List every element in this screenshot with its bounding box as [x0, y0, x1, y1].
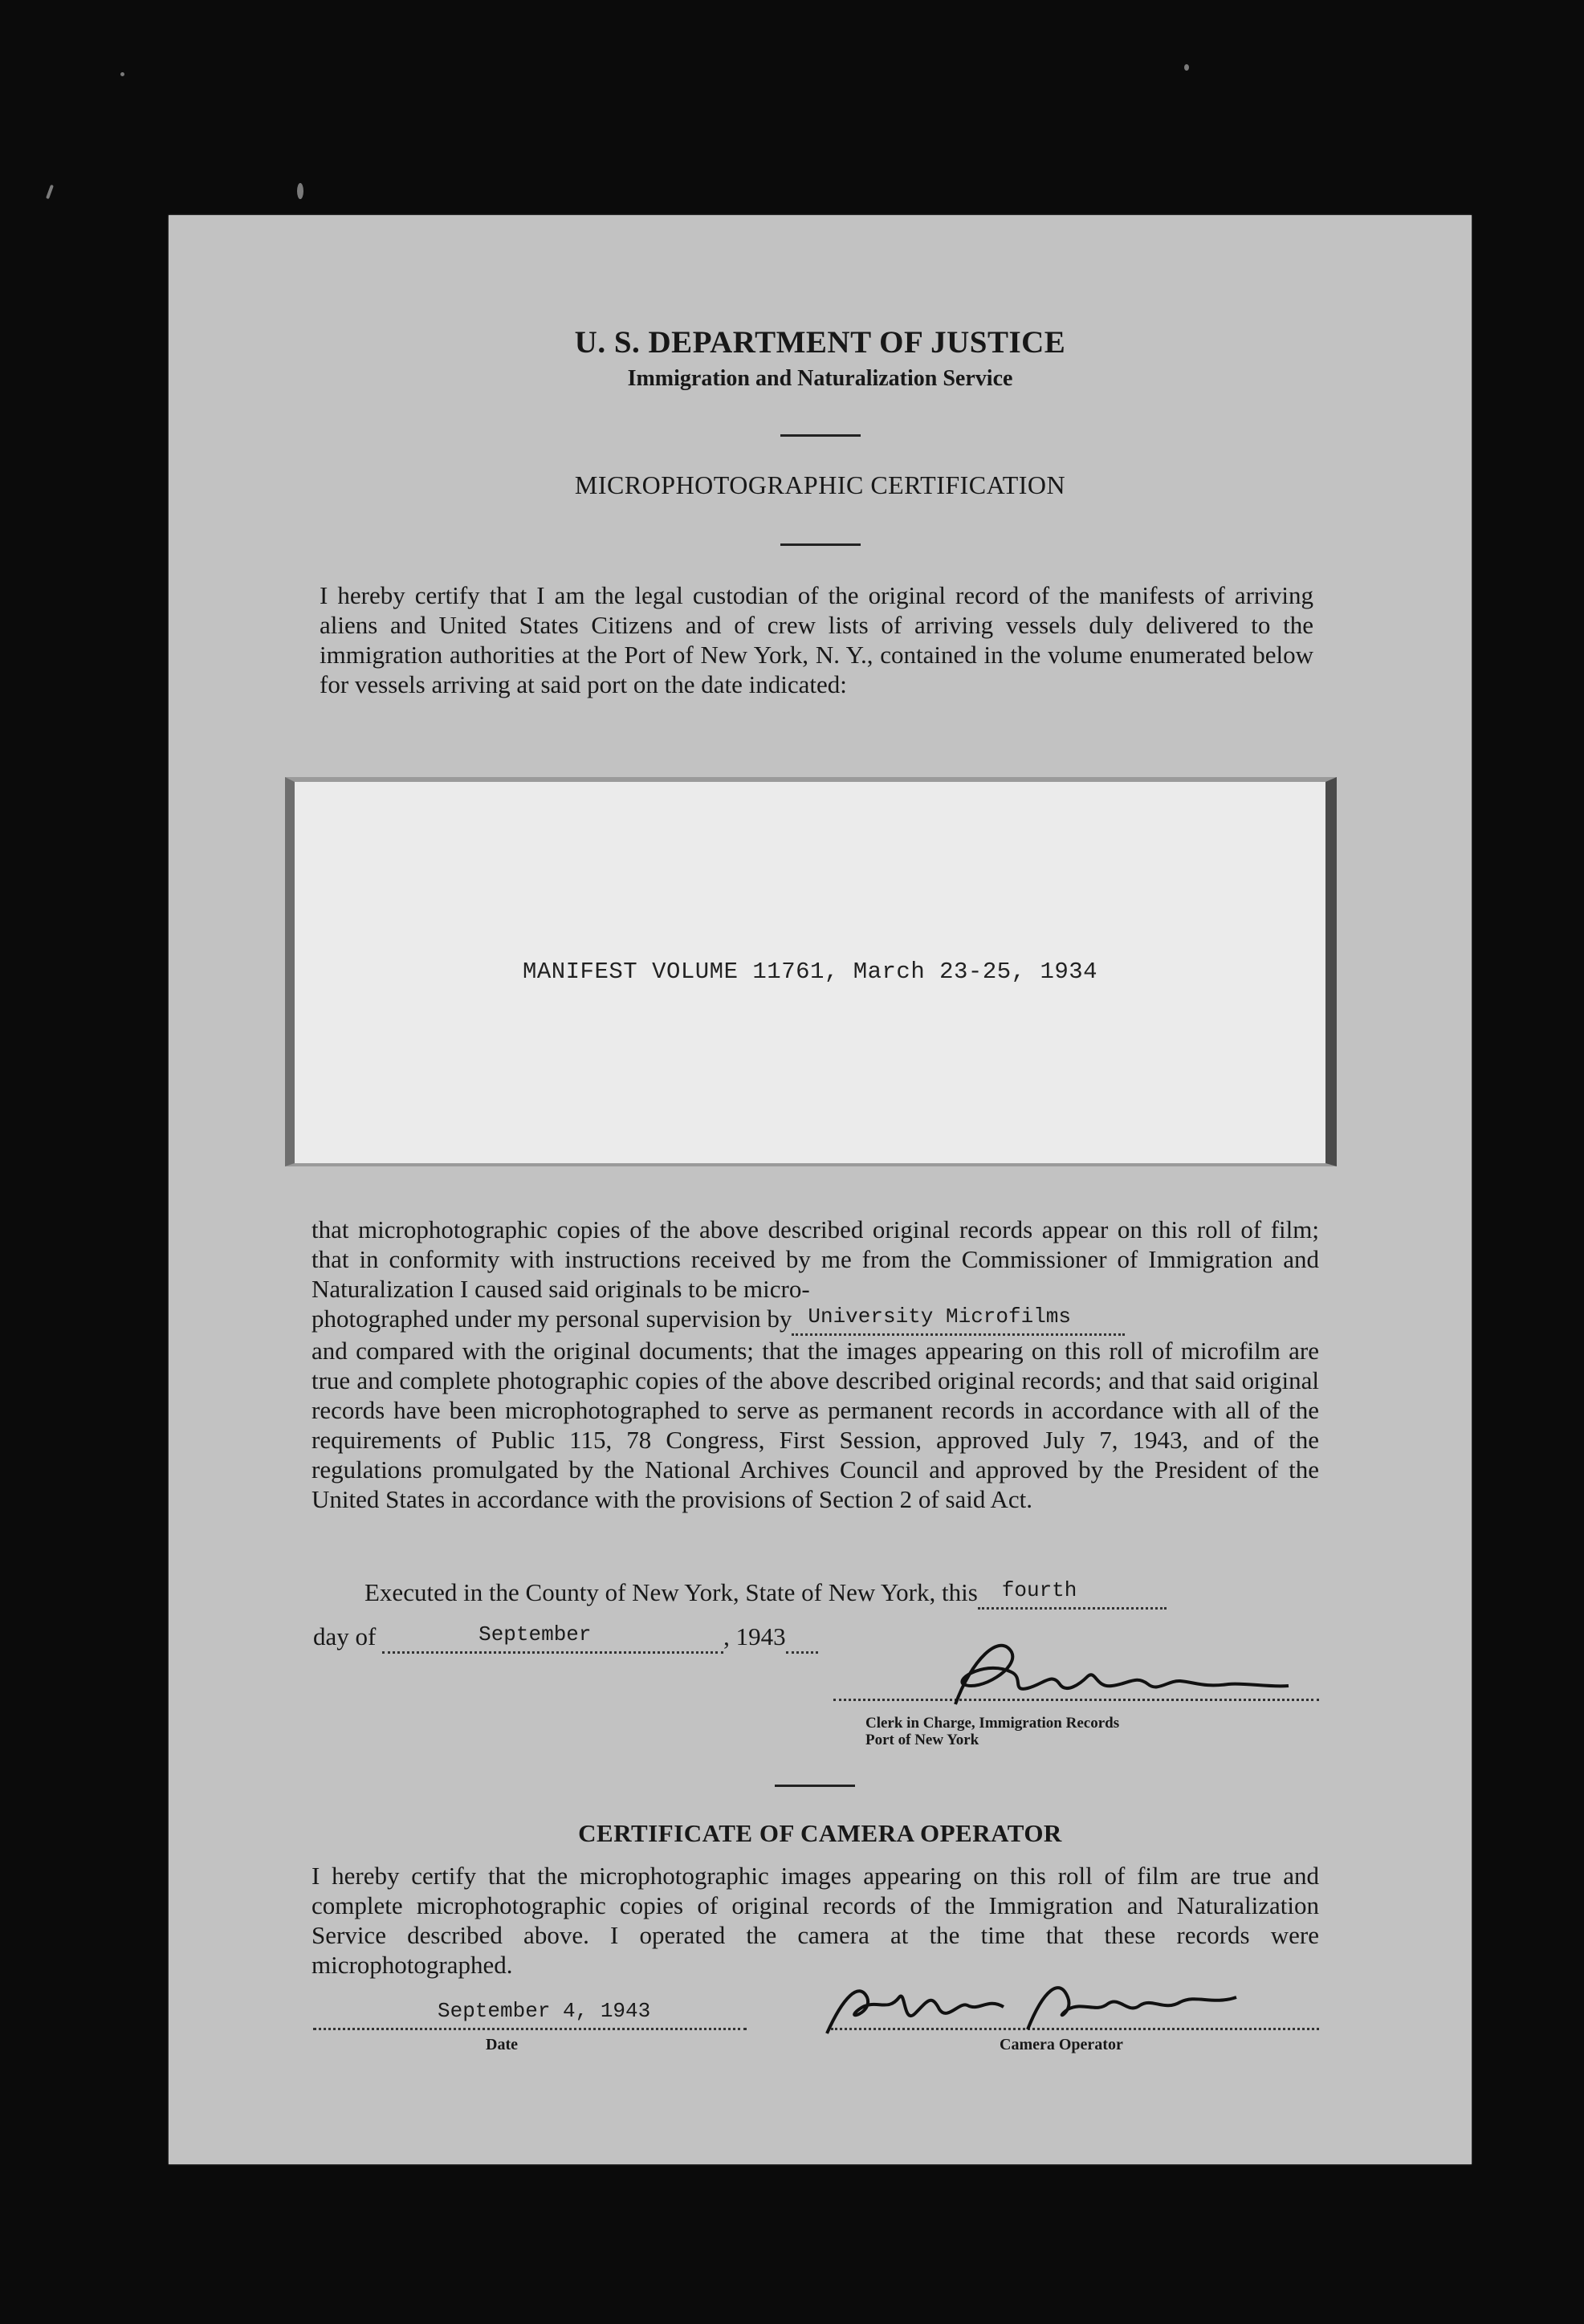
- service-subheading: Immigration and Naturalization Service: [627, 366, 1013, 391]
- certificate-page: [169, 215, 1472, 2164]
- executed-prefix: Executed in the County of New York, State of New York, this: [364, 1578, 978, 1606]
- year-field: [786, 1622, 818, 1654]
- film-speck: [46, 185, 54, 199]
- intro-paragraph: I hereby certify that I am the legal custodian of the original record of the manifests of arriving aliens and United States Citizens and of crew lists of arriving vessels duly delivered to the immigration authorities at the Port of New York, N. Y., contained in the volume enumerated below for vessels arriving at said port on the date indicated:: [320, 581, 1313, 698]
- certification-title: MICROPHOTOGRAPHIC CERTIFICATION: [574, 470, 1066, 499]
- operator-date: September 4, 1943: [438, 1999, 651, 2023]
- supervision-value: University Microfilms: [808, 1304, 1072, 1329]
- record-card-text: MANIFEST VOLUME 11761, March 23-25, 1934: [522, 958, 1098, 985]
- operator-signature: [811, 1965, 1260, 2045]
- camera-operator-label: Camera Operator: [1000, 2036, 1123, 2053]
- film-speck: [120, 72, 124, 76]
- clerk-title-line-1: Clerk in Charge, Immigration Records: [865, 1715, 1120, 1732]
- body-text-a: that microphotographic copies of the above described original records appear on this roll of film; that in conformity with instructions received by me from the Commissioner of Immigration and Naturalization I caused said originals to be micro-: [312, 1215, 1319, 1303]
- record-card: [285, 777, 1337, 1166]
- day-of-line: day of September , 1943: [313, 1622, 818, 1654]
- department-heading: U. S. DEPARTMENT OF JUSTICE: [574, 325, 1066, 360]
- camera-operator-heading: CERTIFICATE OF CAMERA OPERATOR: [578, 1819, 1062, 1847]
- day-of-label: day of: [313, 1622, 377, 1650]
- executed-line: [364, 1577, 1167, 1610]
- clerk-title-line-2: Port of New York: [865, 1732, 979, 1748]
- executed-day-field: [978, 1577, 1167, 1610]
- date-line: [313, 2028, 747, 2030]
- clerk-signature: [923, 1628, 1293, 1716]
- executed-month: September: [478, 1622, 592, 1646]
- camera-paragraph: I hereby certify that the microphotographic images appearing on this roll of film are true and complete microphotographic copies of original records of the Immigration and Naturalization Service described above. I operated the camera at the time that these records were microphotographed.: [312, 1862, 1319, 1979]
- body-text-b: and compared with the original documents; that the images appearing on this roll of microfilm are true and complete photographic copies of the above described original records; and that said original records have been microphotographed to serve as permanent records in accordance with all of the requirements of Public 115, 78 Congress, First Session, approved July 7, 1943, and of the regulations promulgated by the National Archives Council and approved by the President of the United States in accordance with the provisions of Section 2 of said Act.: [312, 1337, 1319, 1513]
- date-label: Date: [486, 2036, 518, 2053]
- supervision-line: [312, 1304, 1319, 1336]
- body-paragraph: [312, 1215, 1319, 1514]
- divider: [780, 543, 861, 546]
- film-speck: [297, 183, 303, 199]
- executed-year: 1943: [735, 1622, 786, 1650]
- film-speck: [1184, 64, 1189, 71]
- month-field: [382, 1622, 723, 1654]
- divider: [775, 1785, 855, 1787]
- supervision-field: [792, 1304, 1125, 1336]
- clerk-title: [865, 1715, 1119, 1748]
- executed-day: fourth: [1001, 1578, 1077, 1602]
- divider: [780, 434, 861, 437]
- supervision-prefix: photographed under my personal supervision by: [312, 1304, 792, 1333]
